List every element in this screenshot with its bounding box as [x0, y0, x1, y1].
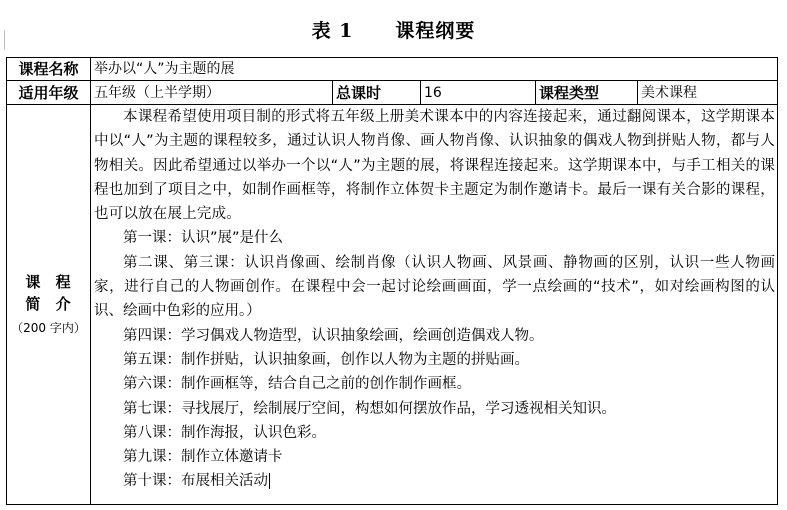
course-type-label: 课程类型 — [536, 81, 638, 105]
intro-paragraph: 本课程希望使用项目制的形式将五年级上册美术课本中的内容连接起来，通过翻阅课本，这学期课本中以“人”为主题的课程较多，通过认识人物肖像、画人物肖像、认识抽象的偶戏人物到拼贴人物，都与人物相关。因此希望通过以举办一个以“人”为主题的展，将课程连接起来。这学期课本中，与手工相关的课程也加到了项目之中，如制作画框等，将制作立体贺卡主题定为制作邀请卡。最后一课有关合影的课程，也可以放在展上完成。 — [94, 109, 776, 223]
intro-label-cell — [7, 105, 91, 505]
intro-label: 课 程 简 介 — [25, 272, 76, 313]
grade-label: 适用年级 — [7, 81, 91, 105]
course-name-value[interactable]: 举办以“人”为主题的展 — [91, 58, 778, 81]
intro-word-limit: （200 字内） — [11, 320, 86, 335]
lesson-item-last — [94, 469, 775, 493]
table-title: 课程纲要 — [395, 20, 476, 42]
intro-content[interactable] — [91, 105, 778, 505]
course-name-row — [7, 58, 778, 81]
course-outline-table — [6, 57, 778, 505]
page-title — [0, 16, 787, 43]
grade-row — [7, 81, 778, 105]
lesson-text: 第十课：布展相关活动 — [123, 473, 268, 490]
lesson-item: 第一课：认识”展”是什么 — [123, 230, 284, 247]
intro-row — [7, 105, 778, 505]
grade-value[interactable]: 五年级（上半学期） — [91, 81, 333, 105]
text-cursor — [269, 473, 270, 489]
lesson-item: 第五课：制作拼贴，认识抽象画，创作以人物为主题的拼贴画。 — [123, 351, 529, 368]
total-hours-label: 总课时 — [333, 81, 421, 105]
lesson-item: 第七课：寻找展厅，绘制展厅空间，构想如何摆放作品，学习透视相关知识。 — [123, 400, 616, 417]
lesson-item: 第四课：学习偶戏人物造型，认识抽象绘画，绘画创造偶戏人物。 — [123, 327, 544, 344]
course-type-value[interactable]: 美术课程 — [638, 81, 778, 105]
lesson-item: 第八课：制作海报，认识色彩。 — [123, 424, 326, 441]
table-number: 表 1 — [311, 20, 354, 42]
lesson-item: 第二课、第三课：认识肖像画、绘制肖像（认识人物画、风景画、静物画的区别，认识一些人物画家，进行自己的人物画创作。在课程中会一起讨论绘画画面，学一点绘画的“技术”，如对绘画构图的认识、绘画中色彩的应用。） — [94, 254, 776, 320]
total-hours-value[interactable]: 16 — [421, 81, 536, 105]
lesson-item: 第六课：制作画框等，结合自己之前的创作制作画框。 — [123, 376, 471, 393]
course-name-label: 课程名称 — [7, 58, 91, 81]
lesson-item: 第九课：制作立体邀请卡 — [123, 449, 283, 466]
